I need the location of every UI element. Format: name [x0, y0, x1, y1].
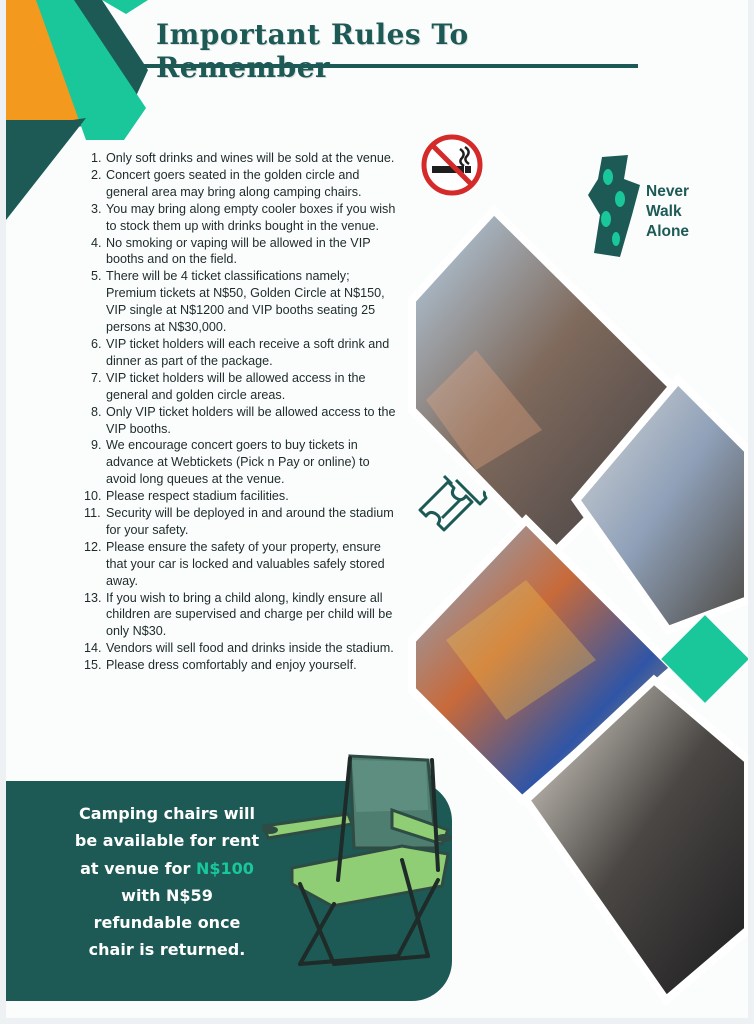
rule-item: 15. Please dress comfortably and enjoy yourself.: [84, 658, 357, 673]
rule-item: 9. We encourage concert goers to buy tickets in advance at Webtickets (Pick n Pay or online) to avoid long queues at the venue.: [91, 438, 370, 487]
rule-item: 5. There will be 4 ticket classifications namely; Premium tickets at N$50, Golden Circle at N$150, VIP single at N$1200 and VIP booths seating 25 persons at N$30,000.: [91, 269, 385, 335]
rule-item: 2. Concert goers seated in the golden circle and general area may bring along camping chairs.: [91, 167, 362, 199]
rule-item: 12. Please ensure the safety of your property, ensure that your car is locked and valuables safely stored away.: [84, 539, 385, 588]
rule-item: 1. Only soft drinks and wines will be sold at the venue.: [91, 151, 395, 165]
poster: [6, 0, 748, 1018]
rule-item: 6. VIP ticket holders will each receive a soft drink and dinner as part of the package.: [91, 336, 390, 368]
rule-item: 3. You may bring along empty cooler boxes if you wish to stock them up with drinks bought in the venue.: [91, 201, 396, 233]
camping-chair-notice: Camping chairs will be available for rent at venue for N$100 with N$59 refundable once chair is returned.: [74, 804, 260, 960]
page-title: Important Rules To: [156, 18, 469, 51]
rule-item: 13. If you wish to bring a child along, kindly ensure all children are supervised and charge per child will be only N$30.: [84, 590, 393, 639]
rule-item: 7. VIP ticket holders will be allowed access in the general and golden circle areas.: [91, 370, 366, 402]
rule-item: 4. No smoking or vaping will be allowed in the VIP booths and on the field.: [91, 235, 371, 267]
rental-price: N$100: [196, 858, 254, 878]
rule-item: 10. Please respect stadium facilities.: [84, 489, 289, 504]
never-walk-alone-logo-text: Never Walk Alone: [646, 183, 690, 240]
rule-item: 11. Security will be deployed in and around the stadium for your safety.: [84, 506, 394, 537]
rule-item: 14. Vendors will sell food and drinks inside the stadium.: [84, 641, 394, 656]
camping-chair-icon: [252, 750, 462, 980]
rule-item: 8. Only VIP ticket holders will be allowed access to the VIP booths.: [91, 404, 396, 436]
